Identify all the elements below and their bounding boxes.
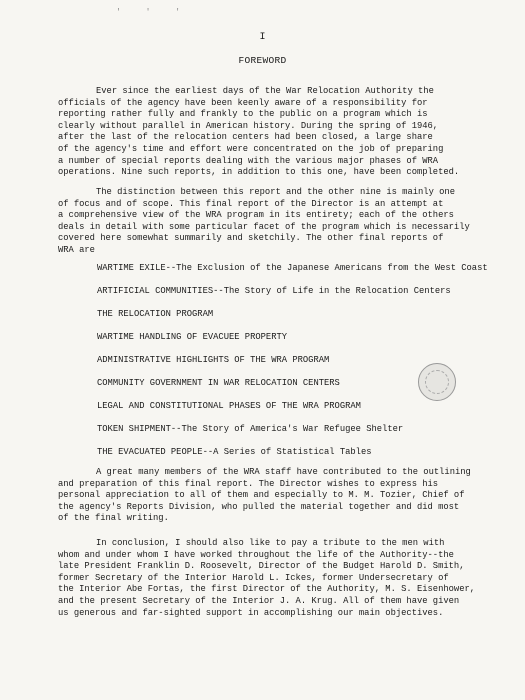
report-item: WARTIME HANDLING OF EVACUEE PROPERTY [97,332,288,342]
paragraph-line: officials of the agency have been keenly aware of a responsibility for [58,97,428,108]
paragraph-line: personal appreciation to all of them and especially to M. M. Tozier, Chief of [58,490,465,501]
paragraph-line: of the agency's time and effort were concentrated on the job of preparing [58,143,444,154]
page-title: FOREWORD [238,55,287,66]
paragraph-line: A great many members of the WRA staff have contributed to the outlining [96,467,471,477]
paragraph-line: the agency's Reports Division, who pulled the material together and did most [58,501,460,512]
report-item: WARTIME EXILE--The Exclusion of the Japanese Americans from the West Coast [97,263,488,273]
paragraph-line: In conclusion, I should also like to pay a tribute to the men with [96,538,445,548]
paragraph-line: late President Franklin D. Roosevelt, Director of the Budget Harold D. Smith, [58,561,465,572]
paragraph-line: Ever since the earliest days of the War Relocation Authority the [96,86,434,96]
paragraph-line: and the present Secretary of the Interior J. A. Krug. All of them have given [58,595,460,606]
report-item: TOKEN SHIPMENT--The Story of America's War Refugee Shelter [97,424,404,434]
paragraph-line: after the last of the relocation centers had been closed, a large share [58,132,433,143]
report-item: COMMUNITY GOVERNMENT IN WAR RELOCATION CENTERS [97,378,340,388]
chapter-number: I [259,32,266,43]
paragraph-line: deals in detail with some particular facet of the program which is necessarily [58,221,470,232]
paragraph-line: reporting rather fully and frankly to the public on a program which is [58,109,428,120]
paragraph-line: of focus and of scope. This final report of the Director is an attempt at [58,198,444,209]
report-item: LEGAL AND CONSTITUTIONAL PHASES OF THE WRA PROGRAM [97,401,361,411]
paragraph-line: WRA are [58,244,95,255]
margin-marks: ' ' ' [116,8,191,17]
paragraph-line: us generous and far-sighted support in accomplishing our main objectives. [58,607,444,618]
paragraph-3 [58,467,503,525]
paragraph-line: the Interior Abe Fortas, the first Director of the Authority, M. S. Eisenhower, [58,584,476,595]
report-item: ARTIFICIAL COMMUNITIES--The Story of Life in the Relocation Centers [97,286,451,296]
paragraph-line: a number of special reports dealing with the various major phases of WRA [58,155,439,166]
paragraph-4 [58,538,503,619]
paragraph-line: The distinction between this report and the other nine is mainly one [96,187,455,197]
report-item: THE RELOCATION PROGRAM [97,309,214,319]
paragraph-line: a comprehensive view of the WRA program in its entirety; each of the others [58,210,454,221]
paragraph-2 [58,187,503,257]
library-stamp [418,363,456,401]
paragraph-line: clearly without parallel in American history. During the spring of 1946, [58,120,439,131]
paragraph-line: whom and under whom I have worked throughout the life of the Authority--the [58,549,454,560]
paragraph-line: and preparation of this final report. The Director wishes to express his [58,478,439,489]
report-item: ADMINISTRATIVE HIGHLIGHTS OF THE WRA PROGRAM [97,355,330,365]
paragraph-line: operations. Nine such reports, in addition to this one, have been completed. [58,167,460,178]
paragraph-line: covered here somewhat summarily and sketchily. The other final reports of [58,233,444,244]
paragraph-1 [58,86,503,179]
report-item: THE EVACUATED PEOPLE--A Series of Statistical Tables [97,447,372,457]
paragraph-line: of the final writing. [58,513,169,524]
paragraph-line: former Secretary of the Interior Harold L. Ickes, former Undersecretary of [58,572,449,583]
